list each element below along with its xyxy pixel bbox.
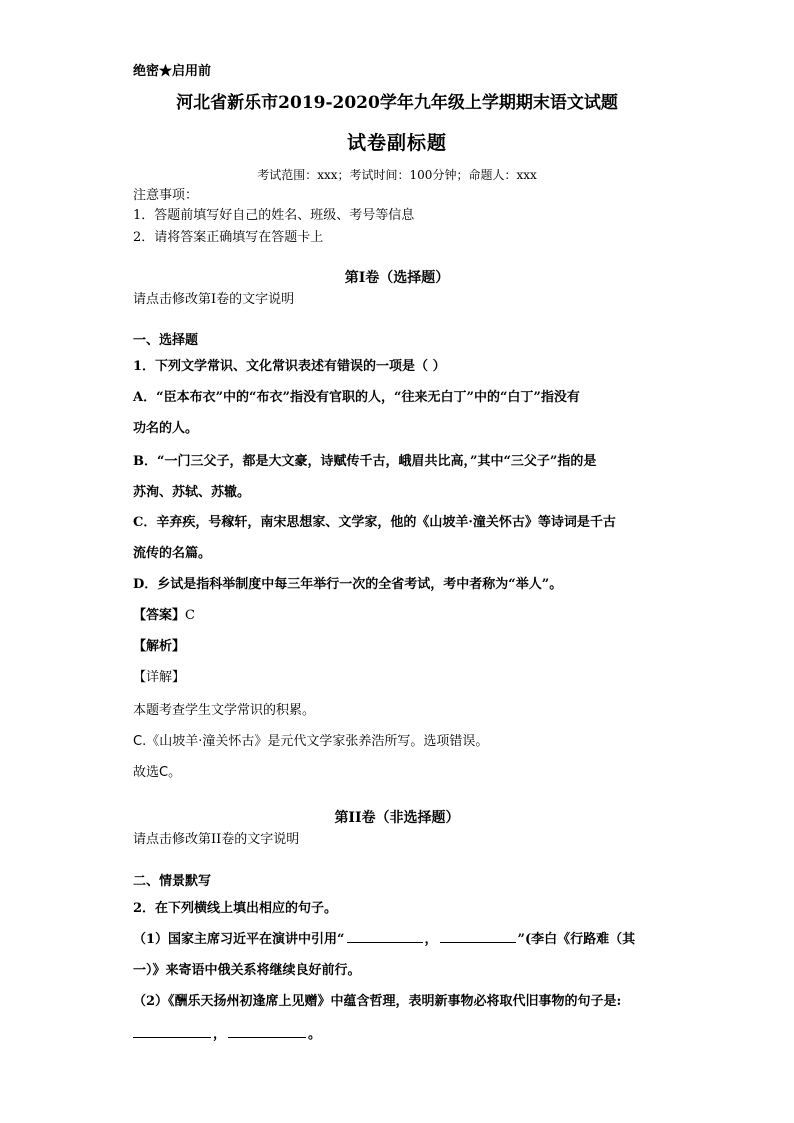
secret-label: 绝密★启用前 — [133, 64, 212, 79]
fill-prompt: （1）国家主席习近平在演讲中引用“ — [133, 932, 345, 947]
part2-title: 第II卷（非选择题） — [334, 810, 460, 826]
exam-info: 考试范围：xxx；考试时间：100分钟；命题人：xxx — [257, 168, 537, 182]
analysis-label: 【解析】 — [133, 639, 186, 654]
answer-value: C — [185, 608, 195, 623]
question-2: 2．在下列横线上填出相应的句子。 — [133, 901, 338, 916]
blank-separator: ， — [213, 1027, 227, 1042]
question-2-part1-line1 — [133, 931, 635, 948]
fill-blank[interactable] — [440, 931, 516, 943]
question-2-part2-line1: （2）《酬乐天扬州初逢席上见赠》中蕴含哲理，表明新事物必将取代旧事物的句子是: — [133, 994, 622, 1009]
detail-text: C.《山坡羊·潼关怀古》是元代文学家张养浩所写。选项错误。 — [133, 734, 489, 749]
option-d-line1: D．乡试是指科举制度中每三年举行一次的全省考试，考中者称为“举人”。 — [133, 577, 563, 592]
question-2-part1-line2: 一）》来寄语中俄关系将继续良好前行。 — [133, 963, 361, 978]
fill-blank[interactable] — [133, 1026, 211, 1038]
notes-item: 1．答题前填写好自己的姓名、班级、考号等信息 — [133, 208, 415, 223]
answer-label: 【答案】 — [133, 608, 186, 623]
fill-blank[interactable] — [228, 1026, 306, 1038]
detail-label: 【详解】 — [133, 670, 186, 685]
option-c-line2: 流传的名篇。 — [133, 546, 212, 561]
exam-subtitle: 试卷副标题 — [346, 132, 447, 154]
detail-text: 故选C。 — [133, 765, 182, 780]
question-2-part2-line2 — [133, 1026, 321, 1043]
exam-title: 河北省新乐市2019-2020学年九年级上学期期末语文试题 — [176, 93, 618, 113]
part1-title: 第I卷（选择题） — [344, 270, 450, 286]
answer-line — [133, 608, 195, 624]
fill-prompt-suffix: ”(李白《行路难（其 — [517, 932, 636, 947]
section-heading: 二、情景默写 — [133, 874, 212, 889]
option-b-line1: B．“一门三父子，都是大文豪，诗赋传千古，峨眉共比高，”其中“三父子”指的是 — [133, 454, 597, 469]
option-b-line2: 苏洵、苏轼、苏辙。 — [133, 485, 251, 500]
notes-heading: 注意事项： — [133, 188, 199, 203]
option-a-line2: 功名的人。 — [133, 421, 199, 436]
fill-blank[interactable] — [347, 931, 423, 943]
detail-text: 本题考查学生文学常识的积累。 — [133, 703, 316, 718]
notes-item: 2．请将答案正确填写在答题卡上 — [133, 230, 324, 245]
part2-description: 请点击修改第II卷的文字说明 — [133, 832, 300, 847]
question-1: 1．下列文学常识、文化常识表述有错误的一项是（ ） — [133, 359, 446, 374]
part1-description: 请点击修改第I卷的文字说明 — [133, 292, 295, 307]
blank-separator: ， — [424, 932, 438, 947]
blank-end: 。 — [308, 1027, 322, 1042]
section-heading: 一、选择题 — [133, 333, 199, 348]
option-c-line1: C．辛弃疾，号稼轩，南宋思想家、文学家，他的《山坡羊·潼关怀古》等诗词是千古 — [133, 515, 616, 530]
option-a-line1: A．“臣本布衣”中的“布衣”指没有官职的人，“往来无白丁”中的“白丁”指没有 — [133, 390, 580, 405]
